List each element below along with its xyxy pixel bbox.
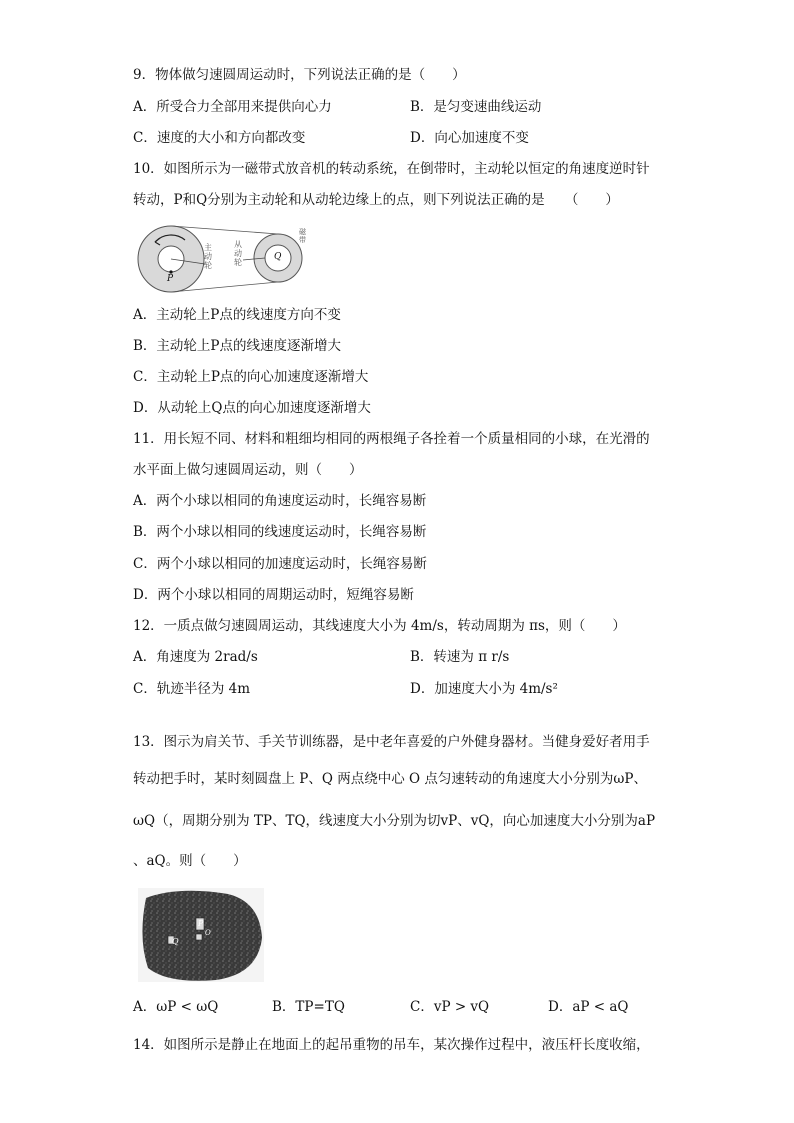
q9-option-c: C．速度的大小和方向都改变	[133, 130, 306, 146]
q13-stem-line4: 、aQ。则（ ）	[133, 853, 247, 869]
q9-option-d: D．向心加速度不变	[410, 130, 529, 146]
tape-label: 磁带	[299, 228, 306, 244]
q9-stem: 9．物体做匀速圆周运动时，下列说法正确的是（ ）	[133, 67, 466, 83]
q11-option-d: D．两个小球以相同的周期运动时，短绳容易断	[133, 587, 414, 603]
q12-option-a: A．角速度为 2rad/s	[133, 649, 258, 665]
drive-wheel-label: 主动轮	[204, 243, 212, 270]
q12-stem: 12．一质点做匀速圆周运动，其线速度大小为 4m/s，转动周期为 πs，则（ ）	[133, 618, 626, 634]
q10-stem-line1: 10．如图所示为一磁带式放音机的转动系统，在倒带时，主动轮以恒定的角速度逆时针	[133, 161, 650, 177]
q12-option-d: D．加速度大小为 4m/s²	[410, 681, 558, 697]
photo-label-q: Q	[172, 937, 179, 946]
shoulder-trainer-photo	[138, 888, 264, 982]
q11-option-b: B．两个小球以相同的线速度运动时，长绳容易断	[133, 524, 427, 540]
q10-stem-line2: 转动，P和Q分别为主动轮和从动轮边缘上的点，则下列说法正确的是 （ ）	[133, 192, 619, 208]
q9-option-b: B．是匀变速曲线运动	[410, 99, 542, 115]
point-q-label: Q	[274, 252, 282, 262]
point-p-label: P	[167, 274, 174, 284]
q12-option-c: C．轨迹半径为 4m	[133, 681, 251, 697]
photo-label-o: O	[205, 929, 211, 937]
q11-option-c: C．两个小球以相同的加速度运动时，长绳容易断	[133, 556, 427, 572]
q13-option-b: B．TP=TQ	[272, 999, 345, 1015]
q11-option-a: A．两个小球以相同的角速度运动时，长绳容易断	[133, 493, 427, 509]
q13-option-d: D．aP < aQ	[548, 999, 629, 1015]
q10-option-d: D．从动轮上Q点的向心加速度逐渐增大	[133, 400, 371, 416]
q12-option-b: B．转速为 π r/s	[410, 649, 510, 665]
q10-option-a: A．主动轮上P点的线速度方向不变	[133, 307, 341, 323]
tape-recorder-figure	[133, 224, 313, 294]
q13-option-a: A．ωP < ωQ	[133, 999, 219, 1015]
photo-label-p: P	[198, 919, 204, 928]
q10-option-c: C．主动轮上P点的向心加速度逐渐增大	[133, 369, 369, 385]
q9-option-a: A．所受合力全部用来提供向心力	[133, 99, 332, 115]
q13-stem-line1: 13．图示为肩关节、手关节训练器，是中老年喜爱的户外健身器材。当健身爱好者用手	[133, 734, 650, 750]
q13-option-c: C．vP > vQ	[410, 999, 490, 1015]
q14-stem: 14．如图所示是静止在地面上的起吊重物的吊车，某次操作过程中，液压杆长度收缩，	[133, 1037, 650, 1053]
q13-stem-line3: ωQ（，周期分别为 TP、TQ，线速度大小分别为切vP、vQ，向心加速度大小分别为aP	[133, 813, 656, 829]
q10-option-b: B．主动轮上P点的线速度逐渐增大	[133, 338, 342, 354]
q13-stem-line2: 转动把手时，某时刻圆盘上 P、Q 两点绕中心 O 点匀速转动的角速度大小分别为ωP、	[133, 771, 647, 787]
q11-stem-line1: 11．用长短不同、材料和粗细均相同的两根绳子各拴着一个质量相同的小球，在光滑的	[133, 431, 650, 447]
q11-stem-line2: 水平面上做匀速圆周运动，则（ ）	[133, 462, 363, 478]
driven-wheel-label: 从动轮	[234, 240, 242, 267]
